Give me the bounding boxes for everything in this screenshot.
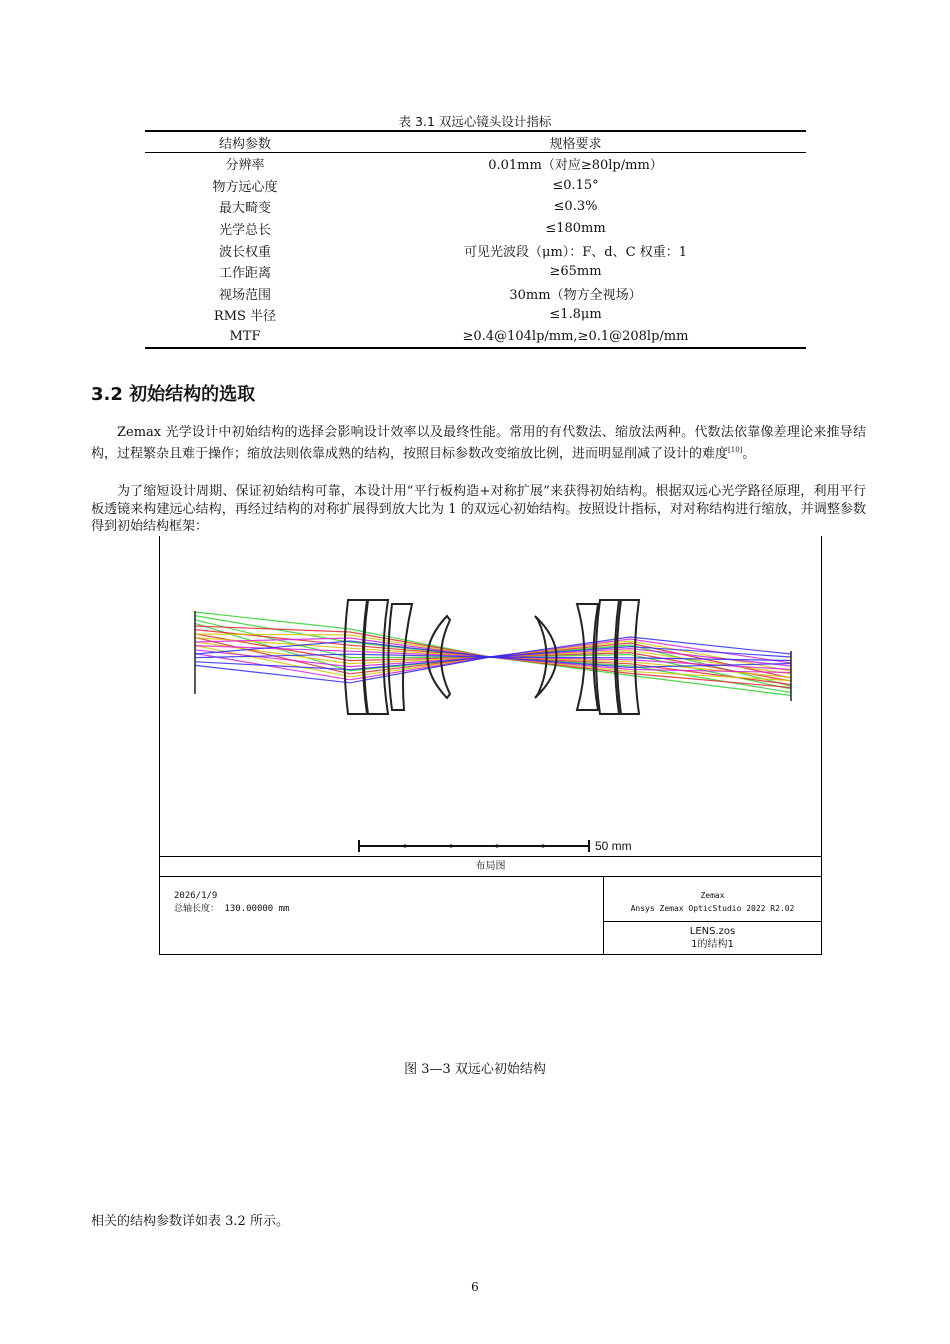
row-spec: ≤1.8μm	[549, 307, 602, 323]
ray-trace-diagram	[160, 536, 821, 856]
section-heading: 3.2 初始结构的选取	[91, 384, 256, 405]
table-header-row	[145, 131, 806, 153]
spec-table	[145, 130, 806, 349]
row-param: 分辨率	[225, 158, 265, 174]
citation[interactable]: [10]	[728, 445, 743, 454]
software-version: Ansys Zemax OpticStudio 2022 R2.02	[630, 904, 795, 913]
table-row	[145, 304, 806, 326]
row-param: 波长权重	[218, 244, 271, 260]
paragraph-1	[91, 424, 866, 462]
table-row	[145, 153, 806, 175]
layout-figure	[159, 536, 822, 955]
row-spec: ≥0.4@104lp/mm,≥0.1@208lp/mm	[345, 326, 806, 349]
ray-bundles	[195, 612, 791, 696]
figure-title-bar: 布局图	[160, 856, 821, 877]
row-spec: 30mm（物方全视场）	[509, 287, 642, 303]
row-param: 物方远心度	[212, 179, 278, 195]
row-param: MTF	[145, 326, 345, 349]
row-spec: 0.01mm（对应≥80lp/mm）	[488, 158, 663, 174]
lens-7	[596, 600, 619, 714]
row-spec: ≥65mm	[549, 264, 602, 280]
row-param: 最大畸变	[218, 201, 271, 217]
figure-file-info	[604, 923, 821, 955]
table-row	[145, 283, 806, 305]
row-param: 工作距离	[218, 266, 271, 282]
scale-bar	[359, 840, 589, 852]
row-spec: ≤180mm	[545, 221, 606, 237]
row-spec: 可见光波段（μm）：F、d、C 权重：1	[464, 244, 687, 260]
paragraph-1-text: Zemax 光学设计中初始结构的选择会影响设计效率以及最终性能。常用的有代数法、缩放法两种。代数法依靠像差理论来推导结构，过程繁杂且难于操作；缩放法则依靠成熟的结构，按照目标参数改变缩放比例，进而明显削减了设计的难度	[91, 425, 866, 461]
paragraph-2-text: 为了缩短设计周期、保证初始结构可靠，本设计用“平行板构造+对称扩展”来获得初始结构。根据双远心光学路径原理，利用平行板透镜来构建远心结构，再经过结构的对称扩展得到放大比为 1 的双远心初始结构。按照设计指标，对对称结构进行缩放，并调整参数得到初始结构框架：	[91, 484, 866, 534]
header-param: 结构参数	[145, 131, 345, 153]
config-label: 1的结构1	[691, 939, 734, 950]
table-row	[145, 261, 806, 283]
paragraph-2	[91, 483, 866, 536]
scale-label: 50 mm	[595, 839, 632, 853]
row-param: RMS 半径	[213, 309, 277, 325]
table-caption: 表 3.1 双远心镜头设计指标	[398, 114, 552, 129]
table-row	[145, 196, 806, 218]
file-name: LENS.zos	[689, 926, 736, 937]
total-length-value: 130.00000 mm	[224, 904, 290, 914]
tail-paragraph: 相关的结构参数详如表 3.2 所示。	[91, 1214, 289, 1229]
table-row	[145, 175, 806, 197]
table-row	[145, 239, 806, 261]
figure-caption: 图 3—3 双远心初始结构	[404, 1062, 546, 1077]
lens-8	[617, 600, 639, 714]
paragraph-1-end: 。	[742, 445, 756, 461]
header-spec: 规格要求	[345, 131, 806, 153]
table-row	[145, 218, 806, 240]
row-param: 视场范围	[218, 287, 271, 303]
page-number: 6	[471, 1280, 479, 1294]
row-spec: ≤0.15°	[552, 177, 599, 193]
figure-software-info	[604, 876, 821, 922]
figure-total-length	[174, 903, 289, 916]
row-spec: ≤0.3%	[553, 199, 598, 215]
software-name: Zemax	[700, 891, 725, 900]
table-row	[145, 326, 806, 349]
total-length-label: 总轴长度：	[174, 904, 220, 914]
figure-info-left	[174, 890, 289, 916]
figure-date: 2026/1/9	[174, 891, 218, 901]
row-param: 光学总长	[218, 223, 271, 239]
